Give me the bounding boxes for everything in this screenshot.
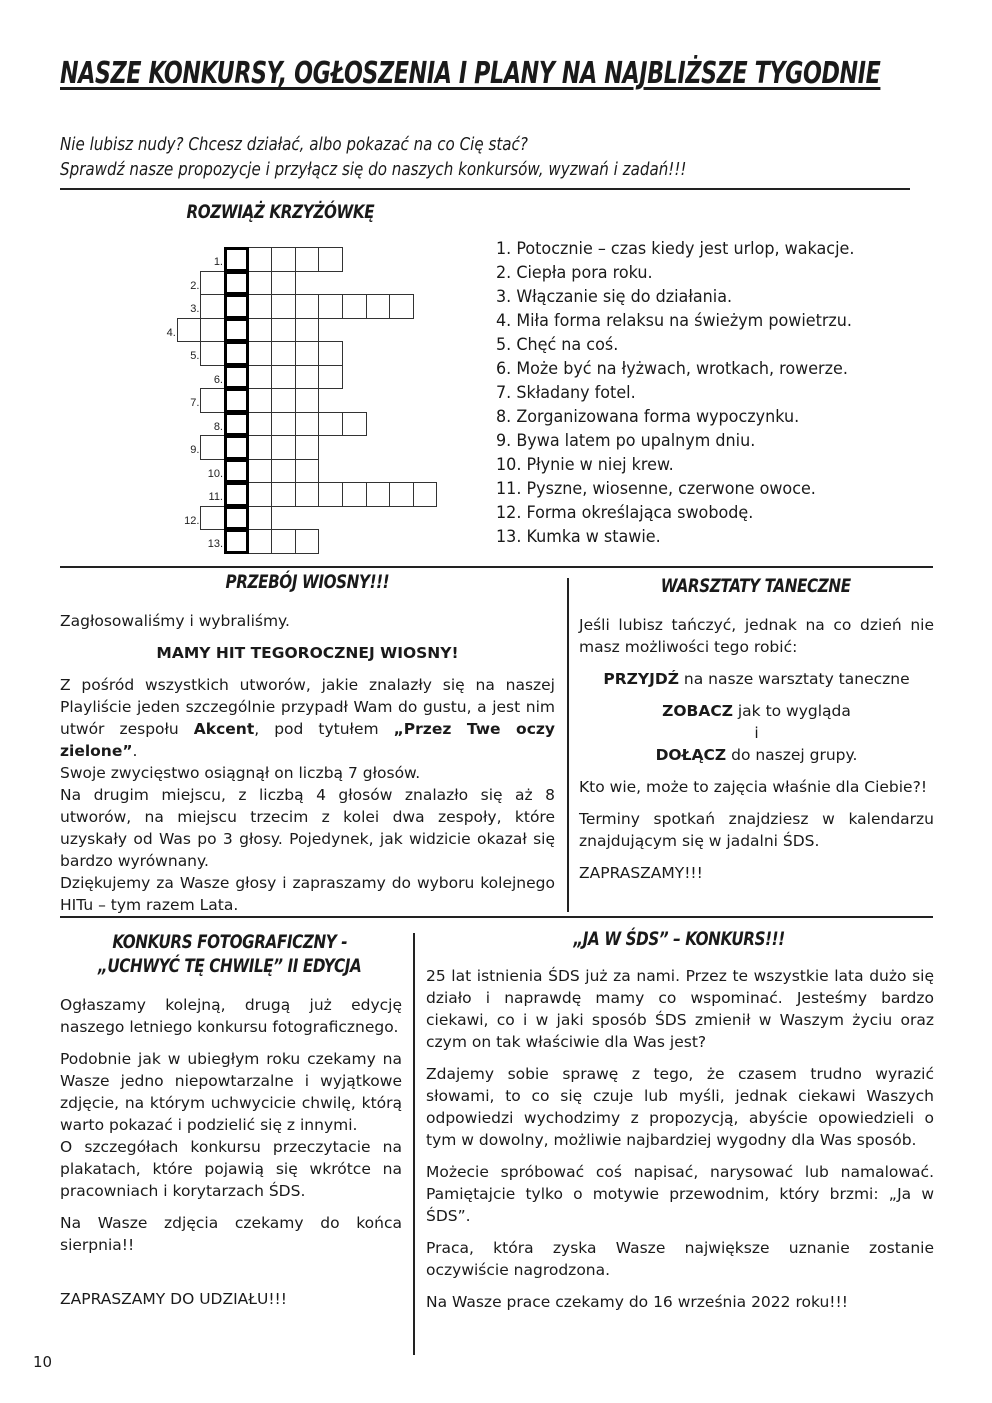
intro-line-1: Nie lubisz nudy? Chcesz działać, albo pokazać na co Cię stać?	[60, 134, 528, 155]
hit-p5: Dziękujemy za Wasze głosy i zapraszamy do wyboru kolejnego HITu – tym razem Lata.	[60, 874, 555, 914]
dance-line-come	[579, 668, 934, 690]
crossword-cell[interactable]	[248, 529, 273, 554]
clue-item: 1. Potocznie – czas kiedy jest urlop, wakacje.	[496, 239, 855, 259]
photo-p4: Na Wasze zdjęcia czekamy do końca sierpnia!!	[60, 1214, 402, 1254]
crossword-cell[interactable]	[271, 529, 296, 554]
crossword-cell[interactable]	[271, 412, 296, 437]
crossword-key-cell[interactable]	[224, 271, 249, 296]
divider-vertical-middle	[567, 578, 569, 912]
crossword-row-number: 13.	[207, 538, 223, 550]
crossword-key-cell[interactable]	[224, 294, 249, 319]
crossword-cell[interactable]	[295, 459, 320, 484]
crossword-cell[interactable]	[318, 482, 343, 507]
hit-band-name: Akcent	[193, 720, 255, 738]
crossword-cell[interactable]	[200, 435, 225, 460]
photo-title-text: KONKURS FOTOGRAFICZNY -	[112, 931, 348, 953]
divider-intro	[60, 188, 910, 190]
crossword-cell[interactable]	[295, 341, 320, 366]
crossword-cell[interactable]	[271, 435, 296, 460]
hit-article	[60, 610, 555, 916]
crossword-cell[interactable]	[342, 412, 367, 437]
divider-vertical-bottom	[413, 933, 415, 1355]
page-title: NASZE KONKURSY, OGŁOSZENIA I PLANY NA NAJBLIŻSZE TYGODNIE	[60, 56, 881, 91]
crossword-cell[interactable]	[295, 412, 320, 437]
dance-p4: ZAPRASZAMY!!!	[579, 864, 703, 882]
crossword-cell[interactable]	[318, 247, 343, 272]
jawsds-p3: Możecie spróbować coś napisać, narysować lub namalować. Pamiętajcie tylko o motywie przewodnim, który brzmi: „Ja w ŚDS”.	[426, 1163, 934, 1225]
crossword-cell[interactable]	[248, 341, 273, 366]
hit-p4: Na drugim miejscu, z liczbą 4 głosów znalazło się aż 8 utworów, na miejscu trzecim z kolei dwa zespoły, które uzyskały od Was po 3 głosy. Pojedynek, jak widzicie okazał się bardzo wyrównany.	[60, 786, 555, 870]
intro-line-2: Sprawdź nasze propozycje i przyłącz się do naszych konkursów, wyzwań i zadań!!!	[60, 159, 687, 180]
dance-see-bold: ZOBACZ	[662, 702, 733, 720]
dance-see-text: jak to wygląda	[732, 702, 851, 720]
hit-p3: Swoje zwycięstwo osiągnął on liczbą 7 głosów.	[60, 764, 421, 782]
hit-p2-text: .	[132, 742, 138, 760]
crossword-cell[interactable]	[413, 482, 438, 507]
dance-title	[578, 575, 934, 597]
crossword-row-number: 9.	[190, 444, 200, 456]
crossword-cell[interactable]	[200, 506, 225, 531]
photo-p5: ZAPRASZAMY DO UDZIAŁU!!!	[60, 1290, 287, 1308]
crossword-cell[interactable]	[366, 294, 391, 319]
clue-item: 7. Składany fotel.	[496, 383, 636, 403]
crossword-cell[interactable]	[248, 365, 273, 390]
crossword-key-cell[interactable]	[224, 506, 249, 531]
crossword-cell[interactable]	[271, 294, 296, 319]
crossword-cell[interactable]	[248, 271, 273, 296]
hit-title	[60, 571, 555, 593]
crossword-cell[interactable]	[248, 294, 273, 319]
divider-middle	[60, 916, 933, 918]
crossword-cell[interactable]	[200, 318, 225, 343]
crossword-key-cell[interactable]	[224, 318, 249, 343]
page-number: 10	[33, 1353, 53, 1371]
hit-headline: MAMY HIT TEGOROCZNEJ WIOSNY!	[156, 644, 459, 662]
crossword-cell[interactable]	[389, 482, 414, 507]
photo-p3: O szczegółach konkursu przeczytacie na plakatach, które pojawią się wkrótce na pracowniach i korytarzach ŚDS.	[60, 1138, 402, 1200]
crossword-cell[interactable]	[271, 459, 296, 484]
divider-crossword	[60, 566, 933, 568]
crossword-key-cell[interactable]	[224, 388, 249, 413]
clue-item: 11. Pyszne, wiosenne, czerwone owoce.	[496, 479, 816, 499]
crossword-cell[interactable]	[248, 388, 273, 413]
crossword-cell[interactable]	[295, 365, 320, 390]
crossword-row-number: 5.	[190, 350, 200, 362]
crossword-row-number: 7.	[190, 397, 200, 409]
crossword-cell[interactable]	[295, 482, 320, 507]
photo-p1: Ogłaszamy kolejną, drugą już edycję naszego letniego konkursu fotograficznego.	[60, 996, 402, 1036]
dance-come-bold: PRZYJDŹ	[603, 670, 679, 688]
jawsds-p4: Praca, która zyska Wasze największe uznanie zostanie oczywiście nagrodzona.	[426, 1239, 934, 1279]
crossword-cell[interactable]	[200, 294, 225, 319]
clue-item: 8. Zorganizowana forma wypoczynku.	[496, 407, 800, 427]
clue-item: 2. Ciepła pora roku.	[496, 263, 653, 283]
crossword-cell[interactable]	[295, 529, 320, 554]
crossword-title	[150, 201, 410, 223]
photo-p2: Podobnie jak w ubiegłym roku czekamy na Wasze jedno niepowtarzalne i wyjątkowe zdjęcie, na którym uchwycicie chwilę, którą warto pokazać i podzielić się z innymi.	[60, 1050, 402, 1134]
crossword-cell[interactable]	[248, 318, 273, 343]
crossword-cell[interactable]	[271, 482, 296, 507]
dance-line-join	[579, 744, 934, 766]
crossword-cell[interactable]	[248, 435, 273, 460]
jawsds-title-text: „JA W ŚDS” – KONKURS!!!	[573, 928, 786, 950]
crossword-cell[interactable]	[200, 388, 225, 413]
dance-p1: Jeśli lubisz tańczyć, jednak na co dzień nie masz możliwości tego robić:	[579, 616, 934, 656]
hit-p2-text: , pod tytułem	[254, 720, 394, 738]
photo-title-text: „UCHWYĆ TĘ CHWILĘ” II EDYCJA	[98, 955, 362, 977]
crossword-cell[interactable]	[248, 459, 273, 484]
crossword-cell[interactable]	[295, 247, 320, 272]
hit-p2-text: Z pośród wszystkich utworów, jakie znalazły się na naszej Playliście jeden szczególnie przypadł Wam do gustu, a jest nim utwór zespołu	[60, 676, 555, 738]
crossword-cell[interactable]	[342, 294, 367, 319]
crossword-cell[interactable]	[271, 365, 296, 390]
crossword-cell[interactable]	[318, 294, 343, 319]
jawsds-title	[425, 928, 934, 950]
dance-join-bold: DOŁĄCZ	[655, 746, 727, 764]
photo-title-line-2	[60, 955, 400, 977]
clue-item: 10. Płynie w niej krew.	[496, 455, 674, 475]
crossword-cell[interactable]	[295, 294, 320, 319]
crossword-row-number: 12.	[184, 514, 200, 527]
crossword-row-number: 6.	[213, 373, 223, 386]
crossword-key-cell[interactable]	[224, 482, 249, 507]
jawsds-p2: Zdajemy sobie sprawę z tego, że czasem trudno wyrazić słowami, to co się czuje lub myśli, jednak ciekawi Waszych odpowiedzi wychodzimy z propozycją, abyście opowiedzieli o tym w dowolny, możliwie najbardziej wygodny dla Was sposób.	[426, 1065, 934, 1149]
clue-item: 5. Chęć na coś.	[496, 335, 619, 355]
crossword-cell[interactable]	[271, 318, 296, 343]
crossword-key-cell[interactable]	[224, 412, 249, 437]
photo-article	[60, 994, 402, 1310]
crossword-cell[interactable]	[271, 341, 296, 366]
crossword-key-cell[interactable]	[224, 529, 249, 554]
dance-join-text: do naszej grupy.	[726, 746, 858, 764]
jawsds-p5: Na Wasze prace czekamy do 16 września 2022 roku!!!	[426, 1293, 848, 1311]
crossword-cell[interactable]	[366, 482, 391, 507]
dance-p3: Terminy spotkań znajdziesz w kalendarzu znajdującym się w jadalni ŚDS.	[579, 810, 934, 850]
crossword-cell[interactable]	[295, 435, 320, 460]
clue-item: 6. Może być na łyżwach, wrotkach, rowerze.	[496, 359, 848, 379]
crossword-cell[interactable]	[271, 271, 296, 296]
crossword-cell[interactable]	[295, 318, 320, 343]
crossword-row-number: 3.	[190, 303, 200, 315]
crossword-cell[interactable]	[248, 482, 273, 507]
crossword-row-number: 11.	[208, 491, 223, 503]
crossword-cell[interactable]	[389, 294, 414, 319]
crossword-row-number: 4.	[166, 326, 176, 339]
crossword-cell[interactable]	[318, 341, 343, 366]
crossword-cell[interactable]	[248, 412, 273, 437]
dance-come-text: na nasze warsztaty taneczne	[679, 670, 910, 688]
crossword-key-cell[interactable]	[224, 459, 249, 484]
crossword-cell[interactable]	[200, 271, 225, 296]
crossword-cell[interactable]	[248, 247, 273, 272]
crossword-cell[interactable]	[342, 482, 367, 507]
crossword-cell[interactable]	[200, 341, 225, 366]
dance-p2: Kto wie, może to zajęcia właśnie dla Ciebie?!	[579, 778, 928, 796]
jawsds-p1: 25 lat istnienia ŚDS już za nami. Przez te wszystkie lata dużo się działo i naprawdę mamy co wspominać. Jesteśmy bardzo ciekawi, co i w jaki sposób ŚDS zmienił w Waszym życiu oraz czym on tak właściwie dla Was jest?	[426, 967, 934, 1051]
hit-song-title: „Przez Twe oczy zielone”	[60, 720, 556, 760]
crossword-cell[interactable]	[295, 388, 320, 413]
hit-p2	[60, 674, 555, 762]
photo-title-line-1	[60, 931, 400, 953]
crossword-cell[interactable]	[271, 247, 296, 272]
crossword-row-number: 1.	[213, 256, 223, 268]
hit-p1: Zagłosowaliśmy i wybraliśmy.	[60, 612, 290, 630]
crossword-clues	[496, 237, 877, 549]
clue-item: 3. Włączanie się do działania.	[496, 287, 733, 307]
crossword-row-number: 2.	[190, 279, 200, 292]
dance-title-text: WARSZTATY TANECZNE	[661, 575, 851, 597]
crossword-cell[interactable]	[271, 388, 296, 413]
dance-line-and: i	[754, 724, 759, 742]
crossword-key-cell[interactable]	[224, 247, 249, 272]
crossword-row-number: 10.	[207, 467, 223, 480]
clue-item: 4. Miła forma relaksu na świeżym powietrzu.	[496, 311, 853, 331]
crossword-cell[interactable]	[318, 412, 343, 437]
clue-item: 13. Kumka w stawie.	[496, 527, 661, 547]
dance-article	[579, 614, 934, 884]
crossword-key-cell[interactable]	[224, 365, 249, 390]
hit-title-text: PRZEBÓJ WIOSNY!!!	[225, 571, 390, 593]
crossword-key-cell[interactable]	[224, 435, 249, 460]
crossword-row-number: 8.	[213, 420, 223, 433]
jawsds-article	[426, 965, 934, 1313]
crossword-cell[interactable]	[248, 506, 273, 531]
crossword-cell[interactable]	[318, 365, 343, 390]
clue-item: 12. Forma określająca swobodę.	[496, 503, 754, 523]
crossword-title-text: ROZWIĄŻ KRZYŻÓWKĘ	[186, 201, 374, 223]
crossword-key-cell[interactable]	[224, 341, 249, 366]
clue-item: 9. Bywa latem po upalnym dniu.	[496, 431, 756, 451]
crossword-cell[interactable]	[177, 318, 202, 343]
dance-line-see	[579, 700, 934, 722]
